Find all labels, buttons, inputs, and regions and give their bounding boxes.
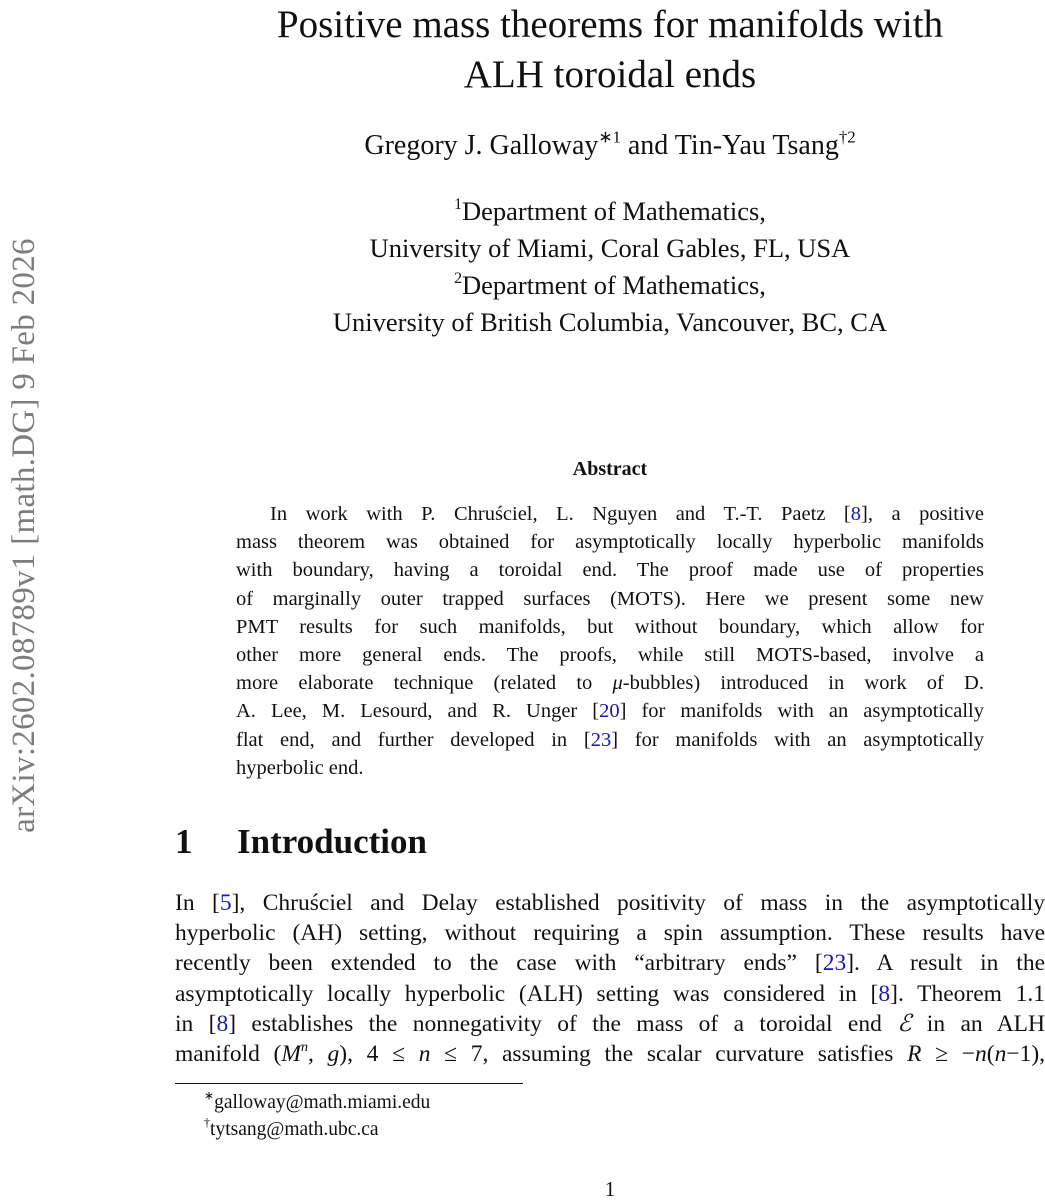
author-name: Gregory J. Galloway [364,130,599,161]
section-heading [175,822,427,862]
intro-line: manifold ($M^n$, g), 4 ≤ n ≤ 7, assuming the scalar curvature satisfies R ≥ −n(n−1), [175,1039,1045,1067]
abstract-line: other more general ends. The proofs, while still MOTS-based, involve a [236,643,984,666]
abstract-line: PMT results for such manifolds, but without boundary, which allow for [236,615,984,638]
author-conjunction: and [620,130,675,161]
footnote-mark: † [204,1115,211,1130]
affiliation-mark: 2 [454,269,463,287]
abstract-line: A. Lee, M. Lesourd, and R. Unger [20] for manifolds with an asymptotically [236,700,984,723]
title-line: Positive mass theorems for manifolds with [276,3,944,46]
citation-link[interactable]: 8 [216,1010,229,1037]
paper-title [160,0,1045,100]
affiliation-dept: $^1$Department of Mathematics, [454,195,766,226]
abstract-line: hyperbolic end. [236,756,364,779]
section-number: 1 [175,822,193,861]
affiliation-mark: 1 [454,195,463,213]
citation-link[interactable]: 23 [590,728,612,751]
abstract-body [236,500,984,782]
citation-link[interactable]: 23 [822,950,847,977]
citation-link[interactable]: 8 [878,980,891,1007]
abstract-line: In work with P. Chruściel, L. Nguyen and T.-T. Paetz [8], a positive [270,503,984,525]
affiliations [160,193,1045,341]
intro-line: asymptotically locally hyperbolic (ALH) setting was considered in [8]. Theorem 1.1 [175,980,1045,1007]
affiliation-place: University of British Columbia, Vancouver, BC, CA [332,307,888,337]
footnote-email: galloway@math.miami.edu [214,1092,431,1113]
author-mark: †2 [838,127,856,147]
footnote-mark: ∗ [204,1088,215,1103]
affiliation-place: University of Miami, Coral Gables, FL, USA [369,233,851,263]
intro-line: recently been extended to the case with “arbitrary ends” [23]. A result in the [175,950,1045,977]
page-number: 1 [604,1177,616,1201]
abstract-line: more elaborate technique (related to μ-bubbles) introduced in work of D. [236,672,984,695]
author-mark: ∗1 [598,127,621,147]
citation-link[interactable]: 8 [850,503,862,525]
section-title: Introduction [237,822,427,861]
abstract-line: mass theorem was obtained for asymptotically locally hyperbolic manifolds [236,531,984,554]
author-line [160,128,1045,164]
abstract-line: of marginally outer trapped surfaces (MOTS). Here we present some new [236,587,984,610]
footnote-item [204,1089,430,1116]
intro-line: in [8] establishes the nonnegativity of the mass of a toroidal end ℰ in an ALH [175,1010,1045,1037]
abstract-line: flat end, and further developed in [23] for manifolds with an asymptotically [236,728,984,751]
author-name: Tin-Yau Tsang [674,130,839,161]
abstract-heading: Abstract [572,458,648,480]
arxiv-identifier-text: arXiv:2602.08789v1 [math.DG] 9 Feb 2026 [5,237,42,833]
affiliation-dept: $^2$Department of Mathematics, [454,269,766,300]
footnote-email: tytsang@math.ubc.ca [210,1119,379,1140]
citation-link[interactable]: 20 [599,700,620,723]
title-line: ALH toroidal ends [463,53,757,96]
arxiv-identifier [0,150,48,920]
intro-paragraph [175,888,1045,1069]
footnote-item [204,1116,430,1143]
intro-line: hyperbolic (AH) setting, without requiring a spin assumption. These results have [175,920,1045,947]
citation-link[interactable]: 5 [219,890,232,916]
footnotes [204,1089,430,1143]
intro-line: In [5], Chruściel and Delay established positivity of mass in the asymptotically [175,890,1045,916]
abstract-line: with boundary, having a toroidal end. The proof made use of properties [236,559,984,582]
footnote-divider [175,1083,523,1084]
